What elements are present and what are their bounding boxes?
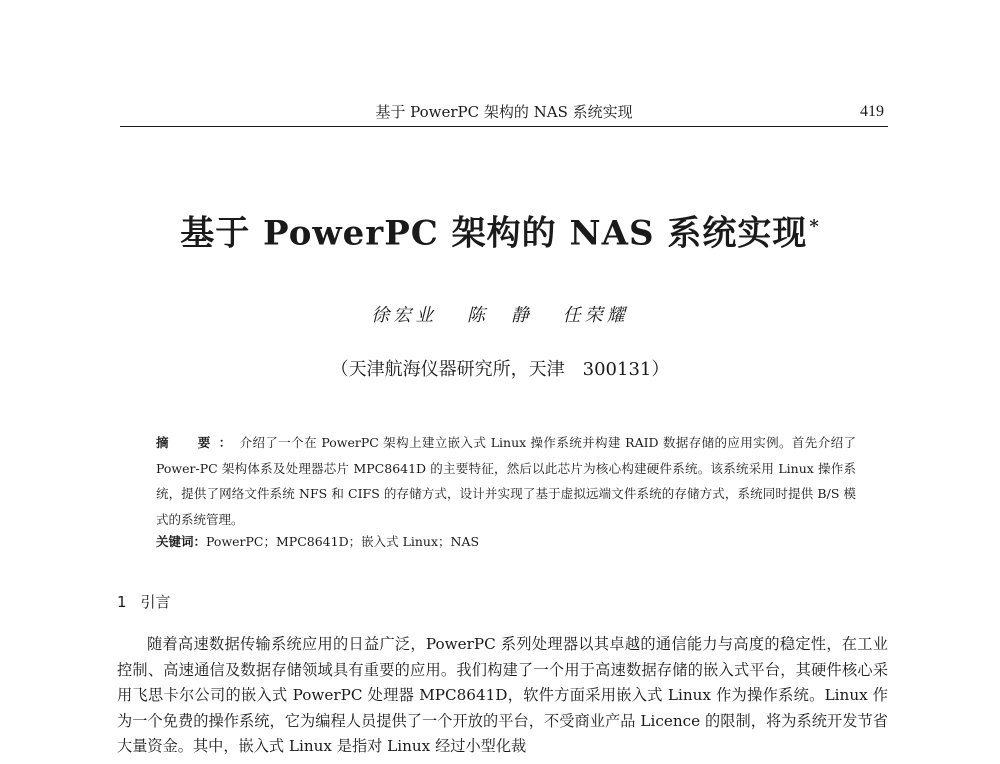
paper-title (0, 205, 1000, 255)
running-title: 基于 PowerPC 架构的 NAS 系统实现 (375, 103, 633, 121)
author-list (0, 303, 1000, 329)
keywords (156, 530, 479, 554)
running-header (120, 100, 888, 124)
body-paragraph: 随着高速数据传输系统应用的日益广泛，PowerPC 系列处理器以其卓越的通信能力与高度的稳定性，在工业控制、高速通信及数据存储领域具有重要的应用。我们构建了一个用于高速数据存储的嵌入式平台，其硬件核心采用飞思卡尔公司的嵌入式 PowerPC 处理器 MPC8641D，软件方面采用嵌入式 Linux 作为操作系统。Linux 作为一个免费的操作系统，它为编程人员提供了一个开放的平台，不受商业产品 Licence 的限制，将为系统开发节省大量资金。其中，嵌入式 Linux 是指对 Linux 经过小型化裁 (117, 635, 888, 755)
keywords-label: 关键词： (156, 534, 207, 549)
section-number: 1 (117, 593, 127, 611)
affiliation: （天津航海仪器研究所，天津 300131） (330, 359, 670, 380)
section-heading (117, 590, 171, 614)
header-rule (120, 126, 888, 127)
keywords-text: PowerPC；MPC8641D；嵌入式 Linux；NAS (206, 534, 480, 549)
section-title: 引言 (140, 593, 171, 611)
page-number: 419 (860, 103, 884, 120)
body-text (117, 632, 888, 760)
author-name: 陈 静 (467, 305, 533, 326)
paper-title-text: 基于 PowerPC 架构的 NAS 系统实现 (180, 213, 808, 254)
abstract-label: 摘 要： (156, 435, 240, 450)
abstract (156, 430, 856, 532)
author-name: 徐宏业 (371, 305, 438, 326)
title-footnote-mark: * (809, 216, 820, 237)
author-name: 任荣耀 (562, 305, 629, 326)
abstract-text: 介绍了一个在 PowerPC 架构上建立嵌入式 Linux 操作系统并构建 RAID 数据存储的应用实例。首先介绍了 Power-PC 架构体系及处理器芯片 MPC8641D 的主要特征，然后以此芯片为核心构建硬件系统。该系统采用 Linux 操作系统，提供了网络文件系统 NFS 和 CIFS 的存储方式，设计并实现了基于虚拟远端文件系统的存储方式，系统同时提供 B/S 模式的系统管理。 (156, 435, 856, 527)
